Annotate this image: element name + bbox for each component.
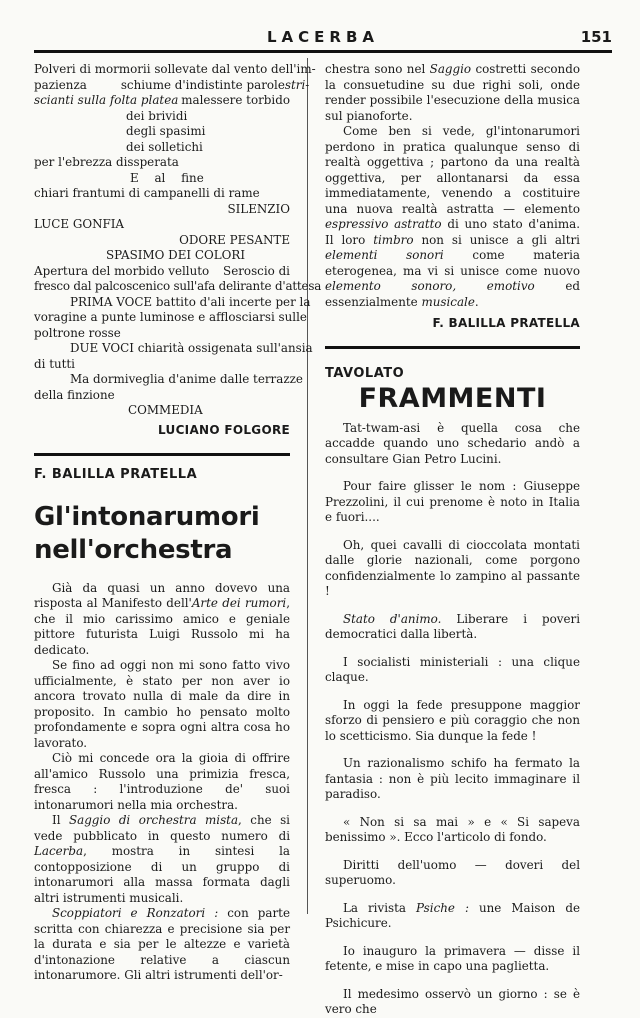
article-paragraph [325, 62, 580, 124]
article-paragraph [34, 581, 290, 659]
text-run: une Maison de Psichicure. [325, 900, 580, 930]
text-run: timbro [373, 232, 414, 247]
fragment: Il medesimo osservò un giorno : se è vero che [325, 986, 580, 1016]
poem-line [34, 264, 290, 280]
poem-fragment: Apertura del morbido velluto [34, 263, 210, 278]
text-run: Saggio di orchestra mista [68, 813, 239, 827]
right-column [325, 62, 580, 1018]
text-run: elemento sonoro, emotivo [325, 279, 535, 293]
section-title: FRAMMENTI [358, 383, 547, 414]
text-run: Liberare i poveri democratici dalla libertà. [325, 611, 580, 641]
section-rule [325, 346, 580, 349]
poem-line: poltrone rosse [34, 325, 121, 340]
text-run: , che si vede pubblicato in questo numero di [34, 813, 290, 843]
text-run: , mostra in sintesi la contopposizione di un gruppo di intonarumori alla massa formata dagli altri istrumenti musicali. [34, 844, 290, 905]
poem-line: PRIMA VOCE battito d'ali incerte per la [70, 294, 311, 309]
fragment [325, 612, 580, 643]
fragment: « Non si sa mai » e « Si sapeva benissimo ». Ecco l'articolo di fondo. [325, 814, 580, 844]
poem-fragment: stri- [284, 77, 310, 92]
text-run: Il [52, 813, 69, 827]
poem-line: E al fine [130, 170, 204, 185]
poem-line: chiari frantumi di campanelli di rame [34, 186, 260, 200]
left-column [34, 62, 322, 984]
fragment: Un razionalismo schifo ha fermato la fantasia : non è più lecito immaginare il paradiso. [325, 756, 580, 801]
poem-fragment: schiume d'indistinte parole [120, 77, 285, 92]
text-run: Arte dei rumori [191, 596, 287, 610]
poem-line [34, 77, 310, 94]
poem-line: SILENZIO [227, 201, 290, 216]
poem-fragment: pazienza [34, 77, 87, 92]
text-run: musicale [421, 294, 475, 309]
article-title-line-1: Gl'intonarumori [34, 501, 260, 532]
article-paragraph [34, 813, 290, 906]
poem-signature: LUCIANO FOLGORE [158, 422, 290, 437]
poem-fragment: malessere torbido [181, 93, 290, 107]
text-run: costretti secondo la consuetudine su due righi soli, onde render possibile l'esecuzione della musica sul pianoforte. [325, 62, 580, 123]
text-run: espressivo astratto [325, 217, 442, 231]
fragment [325, 901, 580, 932]
text-run: come materia eterogenea, ma vi si unisce come nuovo [325, 248, 580, 278]
text-run: Lacerba [34, 844, 84, 858]
text-run: chestra sono nel [325, 62, 430, 76]
poem-line: LUCE GONFIA [34, 217, 125, 231]
fragment: Oh, quei cavalli di cioccolata montati dalle glorie nazionali, come porgono confidenzialmente lo zampino al passante ! [325, 537, 580, 598]
article-paragraph [325, 124, 580, 310]
article-paragraph: Se fino ad oggi non mi sono fatto vivo ufficialmente, è stato per non aver io ancora trovato nulla di male da dire in proposito. In cambio ho pensato molto profondamente e sopra ogni altra cosa ho lavorato. [34, 658, 290, 750]
section-label: TAVOLATO [325, 365, 405, 381]
poem-line: Polveri di mormorii sollevate dal vento dell'im- [34, 62, 316, 76]
text-run: Psiche : [416, 900, 469, 915]
poem-fragment: scianti sulla folta platea [34, 93, 179, 107]
poem-line: degli spasimi [126, 124, 206, 138]
running-header [34, 28, 612, 48]
journal-title: LACERBA [266, 28, 379, 46]
text-run: Saggio [429, 62, 472, 76]
text-run: , che il mio carissimo amico e geniale pittore futurista Luigi Russolo mi ha dedicato. [34, 596, 290, 657]
poem-line: ODORE PESANTE [179, 232, 290, 247]
poem-line: della finzione [34, 387, 115, 402]
poem-line: fresco dal palcoscenico sull'afa delirante d'attesa [34, 279, 322, 293]
poem-line: per l'ebrezza dissperata [34, 155, 179, 169]
fragment: Pour faire glisser le nom : Giuseppe Prezzolini, il cui prenome è noto in Italia e fuori.... [325, 479, 580, 524]
poem-line: DUE VOCI chiarità ossigenata sull'ansia [70, 341, 313, 355]
article-paragraph [34, 906, 290, 984]
poem-line: dei brividi [126, 108, 188, 123]
fragment: In oggi la fede presuppone maggior sforzo di pensiero e più coraggio che non lo scetticismo. Sia dunque la fede ! [325, 697, 580, 743]
article-signature: F. BALILLA PRATELLA [432, 316, 580, 330]
text-run: Come ben si vede, gl'intonarumori perdono in pratica qualunque senso di realtà oggettiva ; partono da una realtà oggettiva, per allontanarsi da essa immediatamente, venendo a costituire una nuova realtà astratta — elemento [325, 124, 580, 216]
poem-fragment: Seroscio di [223, 263, 290, 278]
poem-line: dei solletichi [126, 139, 203, 154]
section-rule [34, 453, 290, 456]
text-run: Scoppiatori e Ronzatori : [52, 906, 219, 920]
poem-line: SPASIMO DEI COLORI [106, 248, 246, 262]
fragment: Io inauguro la primavera — disse il fetente, e mise in capo una paglietta. [325, 943, 580, 973]
text-run: di uno stato d'anima. Il loro [325, 217, 580, 247]
text-run: Già da quasi un anno dovevo una risposta al Manifesto dell' [34, 580, 290, 610]
text-run: non si unisce a gli altri [413, 232, 580, 247]
fragment: I socialisti ministeriali : una clique claque. [325, 654, 580, 684]
fragment: Tat-twam-asi è quella cosa che accadde quando uno schedario andò a consultare Gian Petro Lucini. [325, 420, 580, 466]
article-title-line-2: nell'orchestra [34, 534, 233, 565]
poem-line [34, 93, 290, 109]
text-run: Stato d'animo. [343, 611, 442, 626]
poem-line: Ma dormiveglia d'anime dalle terrazze [70, 372, 303, 386]
text-run: con parte scritta con chiarezza e precisione sia per la durata e sia per le altezze e varietà d'intonazione relative a ciascun intonarumore. Gli altri istrumenti dell'or- [34, 906, 290, 982]
poem-line: voragine a punte luminose e afflosciarsi sulle [34, 310, 307, 324]
text-run: La rivista [343, 900, 416, 915]
text-run: elementi sonori [325, 248, 444, 262]
poem-line: COMMEDIA [128, 403, 203, 417]
fragment: Diritti dell'uomo — doveri del superuomo. [325, 857, 580, 887]
article-author: F. BALILLA PRATELLA [34, 467, 198, 482]
text-run: ed essenzialmente [325, 279, 580, 309]
page-number: 151 [580, 28, 612, 46]
article-paragraph: Ciò mi concede ora la gioia di offrire all'amico Russolo una primizia fresca, fresca : l'introduzione de' suoi intonarumori nella mia orchestra. [34, 751, 290, 812]
text-run: . [474, 294, 479, 309]
poem-line: di tutti [34, 356, 75, 371]
column-divider [307, 58, 308, 914]
header-rule [34, 50, 612, 53]
